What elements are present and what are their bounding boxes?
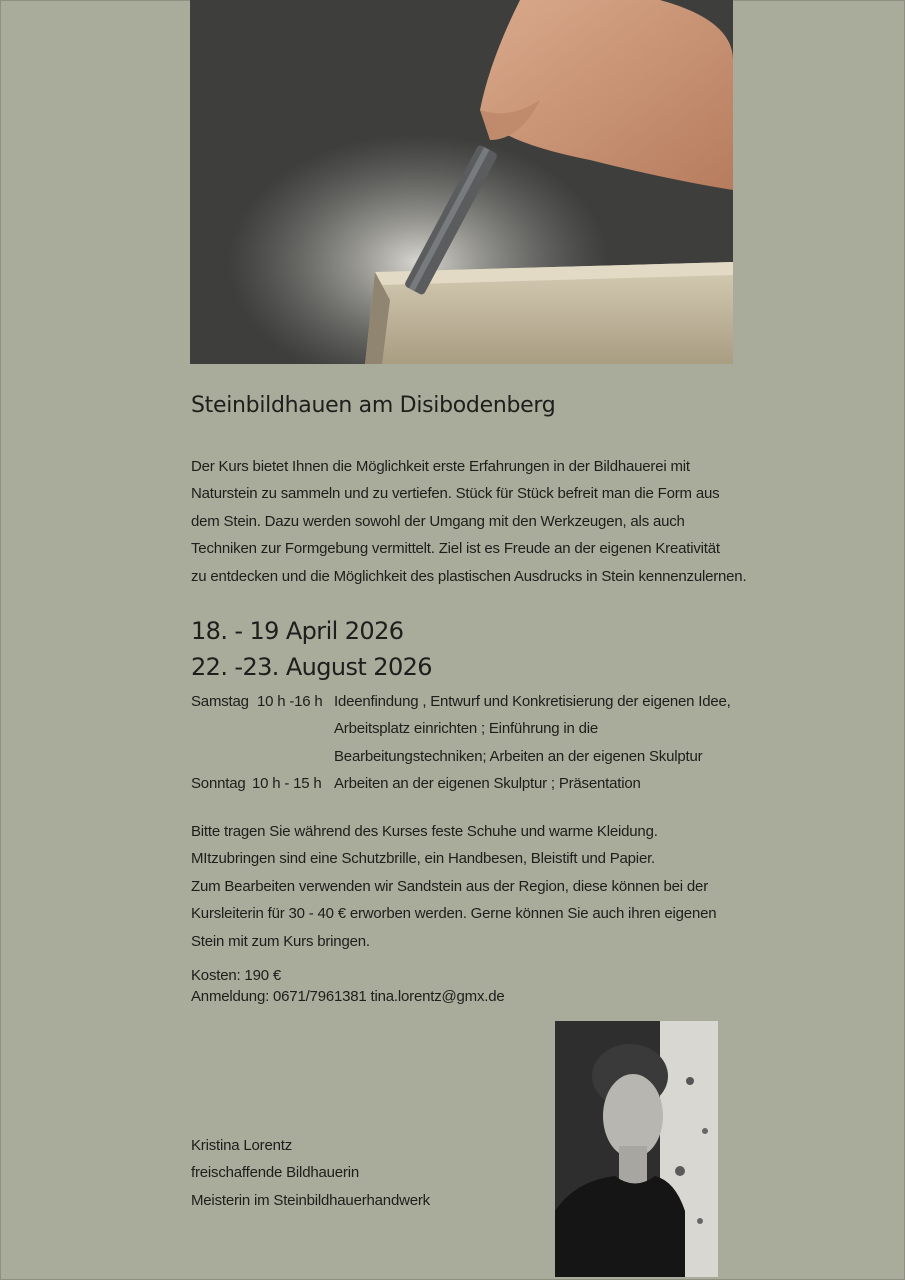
schedule-day: Sonntag (191, 775, 246, 793)
notes-line: Stein mit zum Kurs bringen. (191, 932, 370, 950)
schedule-row-saturday-cont (191, 715, 751, 742)
schedule-time: 10 h - 15 h (252, 775, 322, 793)
instructor-name: Kristina Lorentz (191, 1137, 293, 1154)
portrait-photo (555, 1021, 718, 1277)
participant-notes (191, 818, 751, 955)
schedule (191, 688, 751, 798)
instructor-signature-block (191, 1132, 430, 1214)
notes-line: Zum Bearbeiten verwenden wir Sandstein aus der Region, diese können bei der (191, 877, 708, 895)
notes-line: Bitte tragen Sie während des Kurses feste Schuhe und warme Kleidung. (191, 823, 658, 840)
instructor-role: freischaffende Bildhauerin (191, 1164, 359, 1182)
description-line: Naturstein zu sammeln und zu vertiefen. Stück für Stück befreit man die Form aus (191, 485, 720, 503)
course-dates (191, 613, 432, 685)
schedule-row-sunday (191, 770, 751, 797)
schedule-time: 10 h -16 h (257, 693, 323, 710)
chisel-on-stone-image (190, 0, 733, 364)
schedule-activity: Bearbeitungstechniken; Arbeiten an der eigenen Skulptur (334, 747, 703, 765)
schedule-day: Samstag (191, 693, 249, 710)
cost-and-registration (191, 965, 505, 1007)
page-title: Steinbildhauen am Disibodenberg (191, 393, 556, 418)
description-line: dem Stein. Dazu werden sowohl der Umgang mit den Werkzeugen, als auch (191, 512, 685, 530)
description-line: zu entdecken und die Möglichkeit des plastischen Ausdrucks in Stein kennenzulernen. (191, 567, 747, 585)
hero-photo-stone-carving (190, 0, 733, 364)
description-line: Techniken zur Formgebung vermittelt. Ziel ist es Freude an der eigenen Kreativität (191, 540, 720, 558)
cost-text: Kosten: 190 € (191, 967, 281, 984)
registration-text: Anmeldung: 0671/7961381 tina.lorentz@gmx.de (191, 988, 505, 1005)
course-description (191, 453, 751, 590)
date-april: 18. - 19 April 2026 (191, 617, 404, 645)
instructor-portrait-image (555, 1021, 718, 1277)
notes-line: Kursleiterin für 30 - 40 € erworben werden. Gerne können Sie auch ihren eigenen (191, 905, 717, 923)
schedule-activity: Arbeiten an der eigenen Skulptur ; Präsentation (334, 775, 641, 793)
description-line: Der Kurs bietet Ihnen die Möglichkeit erste Erfahrungen in der Bildhauerei mit (191, 458, 690, 475)
notes-line: MItzubringen sind eine Schutzbrille, ein Handbesen, Bleistift und Papier. (191, 850, 656, 868)
instructor-qualification: Meisterin im Steinbildhauerhandwerk (191, 1191, 430, 1209)
schedule-activity: Arbeitsplatz einrichten ; Einführung in die (334, 720, 599, 738)
schedule-row-saturday-cont (191, 743, 751, 770)
date-august: 22. -23. August 2026 (191, 653, 432, 681)
schedule-row-saturday (191, 688, 751, 715)
schedule-activity: Ideenfindung , Entwurf und Konkretisierung der eigenen Idee, (334, 693, 731, 710)
